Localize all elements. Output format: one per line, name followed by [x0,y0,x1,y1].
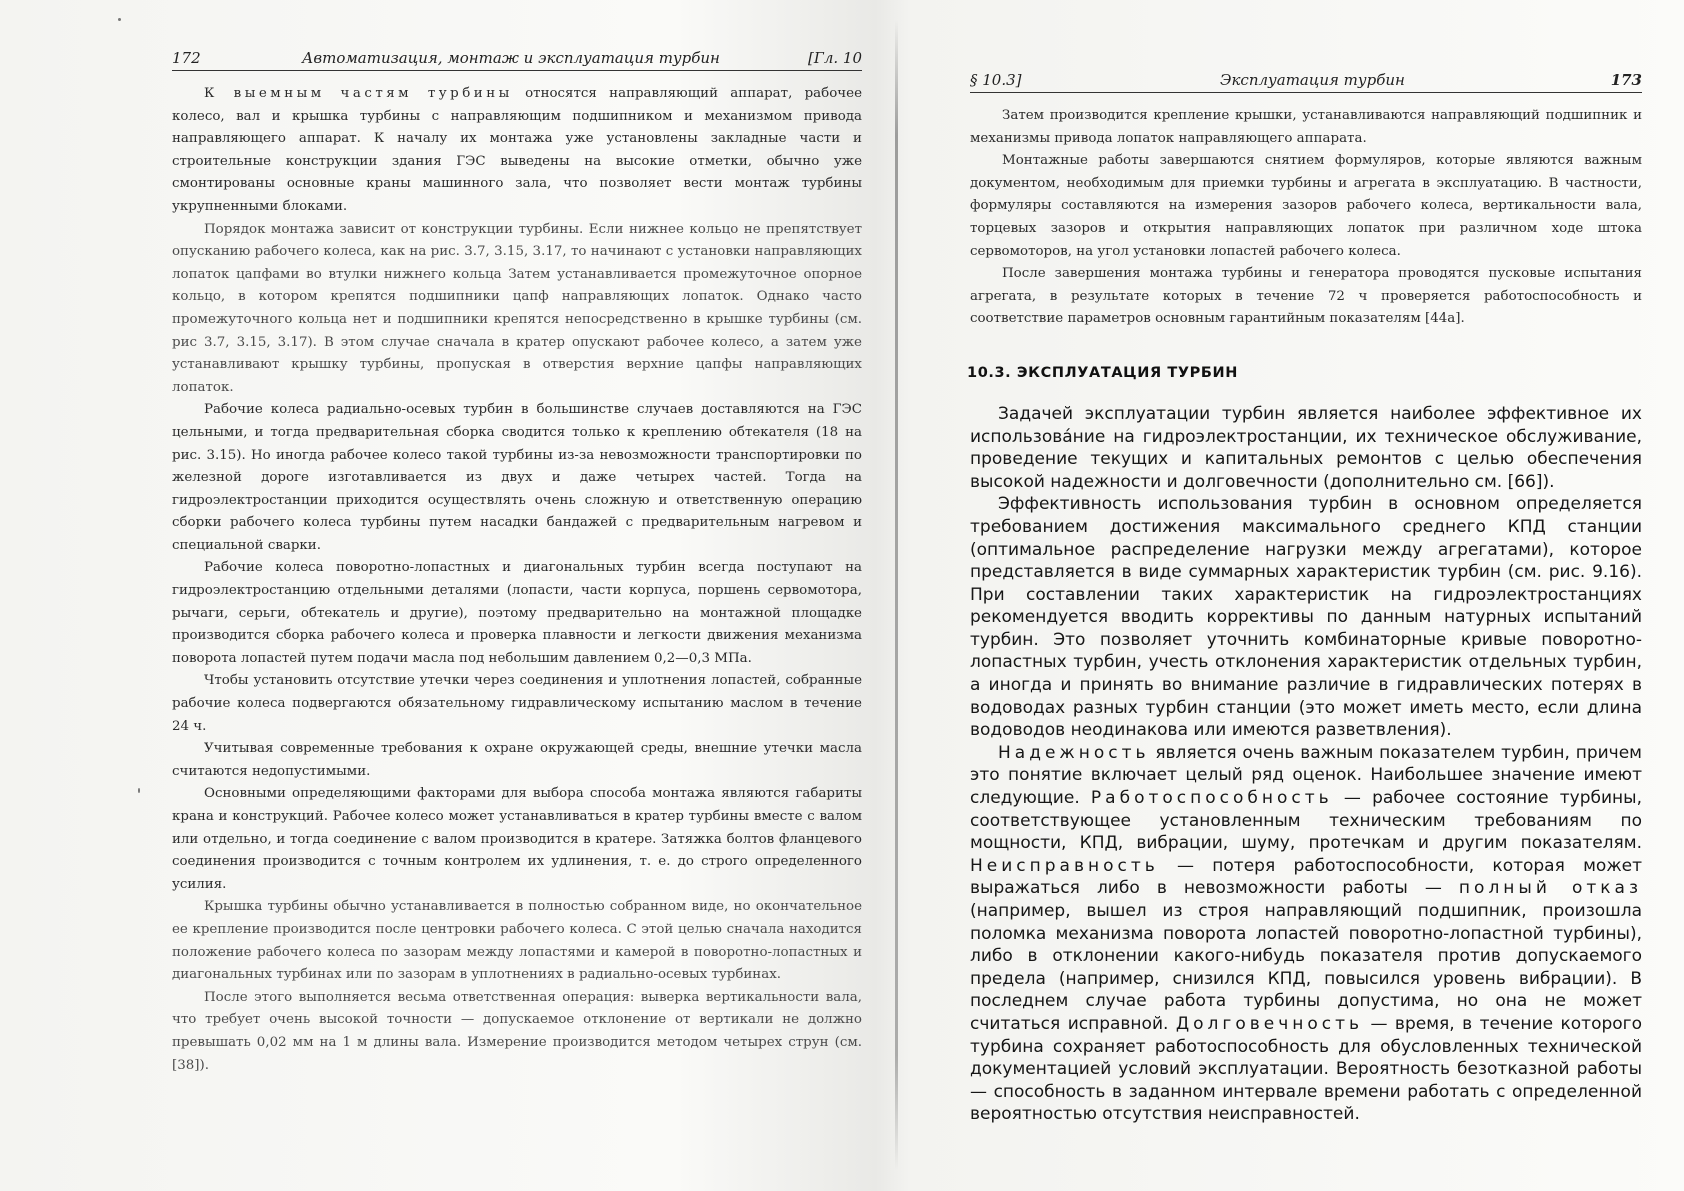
right-page [967,66,1642,1126]
chapter-ref: [Гл. 10 [808,49,862,67]
term-neispravnost: Неисправность [970,855,1159,876]
paragraph: Задачей эксплуатации турбин является наиболее эффективное их использовáние на гидроэлектростанции, их техническое обслуживание, проведение текущих и капитальных ремонтов с целью обеспечения высокой надежности и долговечности (дополнительно см. [66]). [970,403,1642,492]
paragraph: Рабочие колеса поворотно-лопастных и диагональных турбин всегда поступают на гидроэлектростанцию отдельными деталями (лопасти, части корпуса, поршень сервомотора, рычаги, серьги, обтекатель и другие), поэтому предварительно на монтажной площадке производится сборка рабочего колеса и проверка плавности и легкости движения механизма поворота лопастей путем подачи масла под небольшим давлением 0,2—0,3 МПа. [172,560,862,666]
scan-speck [138,788,140,793]
section-heading: 10.3. ЭКСПЛУАТАЦИЯ ТУРБИН [967,364,1238,381]
paragraph: Монтажные работы завершаются снятием формуляров, которые являются важным документом, необходимым для приемки турбины и агрегата в эксплуатацию. В частности, формуляры составляются на измерения зазоров рабочего колеса, вертикальности вала, торцевых зазоров и открытия направляющих лопаток при различном ходе штока сервомоторов, на угол установки лопастей рабочего колеса. [970,153,1642,259]
right-page-body [970,403,1642,1126]
paragraph [172,83,862,219]
section-ref: § 10.3] [970,71,1022,89]
paragraph-text: является очень важным показателем турбин, причем это понятие включает целый ряд оценок. Наибольшее значение имеют следующие. [970,742,1642,809]
right-page-small-body [970,105,1642,331]
paragraph-text: — потеря работоспособности, которая может выражаться либо в невозможности работы — [970,855,1642,899]
term-dolgovechnost: Долговечность [1175,1013,1364,1034]
left-page [172,44,862,1077]
paragraph: Крышка турбины обычно устанавливается в полностью собранном виде, но окончательное ее крепление производится после центровки рабочего колеса. С этой целью сначала находится положение рабочего колеса по зазорам между лопастями и камерой в поворотно-лопастных и диагональных турбинах или по зазорам в уплотнениях в радиально-осевых турбинах. [172,899,862,983]
paragraph: Эффективность использования турбин в основном определяется требованием достижения максимального среднего КПД станции (оптимальное распределение нагрузки между агрегатами), которое представляется в виде суммарных характеристик турбин (см. рис. 9.16). При составлении таких характеристик на гидроэлектростанциях рекомендуется вводить коррективы по данным натурных испытаний турбин. Это позволяет уточнить комбинаторные кривые поворотно-лопастных турбин, учесть отклонения характеристик отдельных турбин, а иногда и принять во внимание различие в гидравлических потерях в водоводах разных турбин станции (это может иметь место, если длина водоводов неодинакова или имеются разветвления). [970,494,1642,741]
scan-speck [118,18,121,21]
spaced-lead: К выемным частям турбины [204,86,513,101]
term-rabotosposobnost: Работоспособность [1090,788,1333,809]
paragraph: Основными определяющими факторами для выбора способа монтажа являются габариты крана и конструкций. Рабочее колесо может устанавливаться в кратер турбины вместе с валом или отдельно, и тогда соединение с валом производится в кратере. Затяжка болтов фланцевого соединения производится с точным контролем их удлинения, т. е. до строго определенного усилия. [172,786,862,892]
paragraph: После этого выполняется весьма ответственная операция: выверка вертикальности вала, что требует очень высокой точности — допускаемое отклонение от вертикали не должно превышать 0,02 мм на 1 м длины вала. Измерение производится методом четырех струн (см. [38]). [172,989,862,1073]
running-title: Эксплуатация турбин [1220,71,1405,89]
paragraph: Затем производится крепление крышки, устанавливаются направляющий подшипник и механизмы привода лопаток направляющего аппарата. [970,108,1642,146]
page-number: 172 [172,49,201,67]
paragraph [970,742,1642,1126]
left-page-body [172,83,862,1077]
paragraph-text: (например, вышел из строя направляющий подшипник, произошла поломка механизма поворота лопастей поворотно-лопастной турбины), либо в отклонении какого-нибудь показателя против допускаемого предела (например, снизился КПД, повысился уровень вибрации). В последнем случае работа турбины допустима, но она не может считаться исправной. [970,901,1642,1034]
running-head-right [970,66,1642,93]
paragraph: Учитывая современные требования к охране окружающей среды, внешние утечки масла считаются недопустимыми. [172,741,862,779]
paragraph: Рабочие колеса радиально-осевых турбин в большинстве случаев доставляются на ГЭС цельными, и тогда предварительная сборка сводится только к креплению обтекателя (18 на рис. 3.15). Но иногда рабочее колесо такой турбины из-за невозможности транспортировки по железной дороге изготавливается из двух и даже четырех частей. Тогда на гидроэлектростанции приходится осуществлять очень сложную и ответственную операцию сборки рабочего колеса турбины путем насадки бандажей с предварительным нагревом и специальной сварки. [172,402,862,553]
paragraph: После завершения монтажа турбины и генератора проводятся пусковые испытания агрегата, в результате которых в течение 72 ч проверяется работоспособность и соответствие параметров основным гарантийным показателям [44а]. [970,266,1642,327]
paragraph-text: — время, в течение которого турбина сохраняет работоспособность для обусловленных технической документацией условий эксплуатации. Вероятность безотказной работы — способность в заданном интервале времени работать с определенной вероятностью отсутствия неисправностей. [970,1013,1642,1125]
paragraph: Порядок монтажа зависит от конструкции турбины. Если нижнее кольцо не препятствует опусканию рабочего колеса, как на рис. 3.7, 3.15, 3.17, то начинают с установки направляющих лопаток цапфами во втулки нижнего кольца Затем устанавливается промежуточное опорное кольцо, в котором крепятся подшипники цапф направляющих лопаток. Однако часто промежуточного кольца нет и подшипники крепятся непосредственно в крышке турбины (см. рис 3.7, 3.15, 3.17). В этом случае сначала в кратер опускают рабочее колесо, а затем уже устанавливают крышку турбины, пропуская в отверстия верхние цапфы направляющих лопаток. [172,221,862,395]
book-gutter [895,20,898,1170]
running-head-left [172,44,862,71]
term-polny-otkaz: полный отказ [1458,878,1642,899]
page-number: 173 [1610,71,1642,89]
paragraph: Чтобы установить отсутствие утечки через соединения и уплотнения лопастей, собранные рабочие колеса подвергаются обязательному гидравлическому испытанию маслом в течение 24 ч. [172,673,862,734]
paragraph-text: — рабочее состояние турбины, соответствующее установленным техническим требованиям по мощности, КПД, вибрации, шуму, протечкам и другим показателям. [970,788,1642,854]
term-nadezhnost: Надежность [998,742,1150,763]
running-title: Автоматизация, монтаж и эксплуатация турбин [302,49,720,67]
paragraph-text: относятся направляющий аппарат, рабочее колесо, вал и крышка турбины с направляющим подшипником и механизмом привода направляющего аппарат. К началу их монтажа уже установлены закладные части и строительные конструкции здания ГЭС выведены на высокие отметки, обычно уже смонтированы основные краны машинного зала, что позволяет вести монтаж турбины укрупненными блоками. [172,86,862,214]
